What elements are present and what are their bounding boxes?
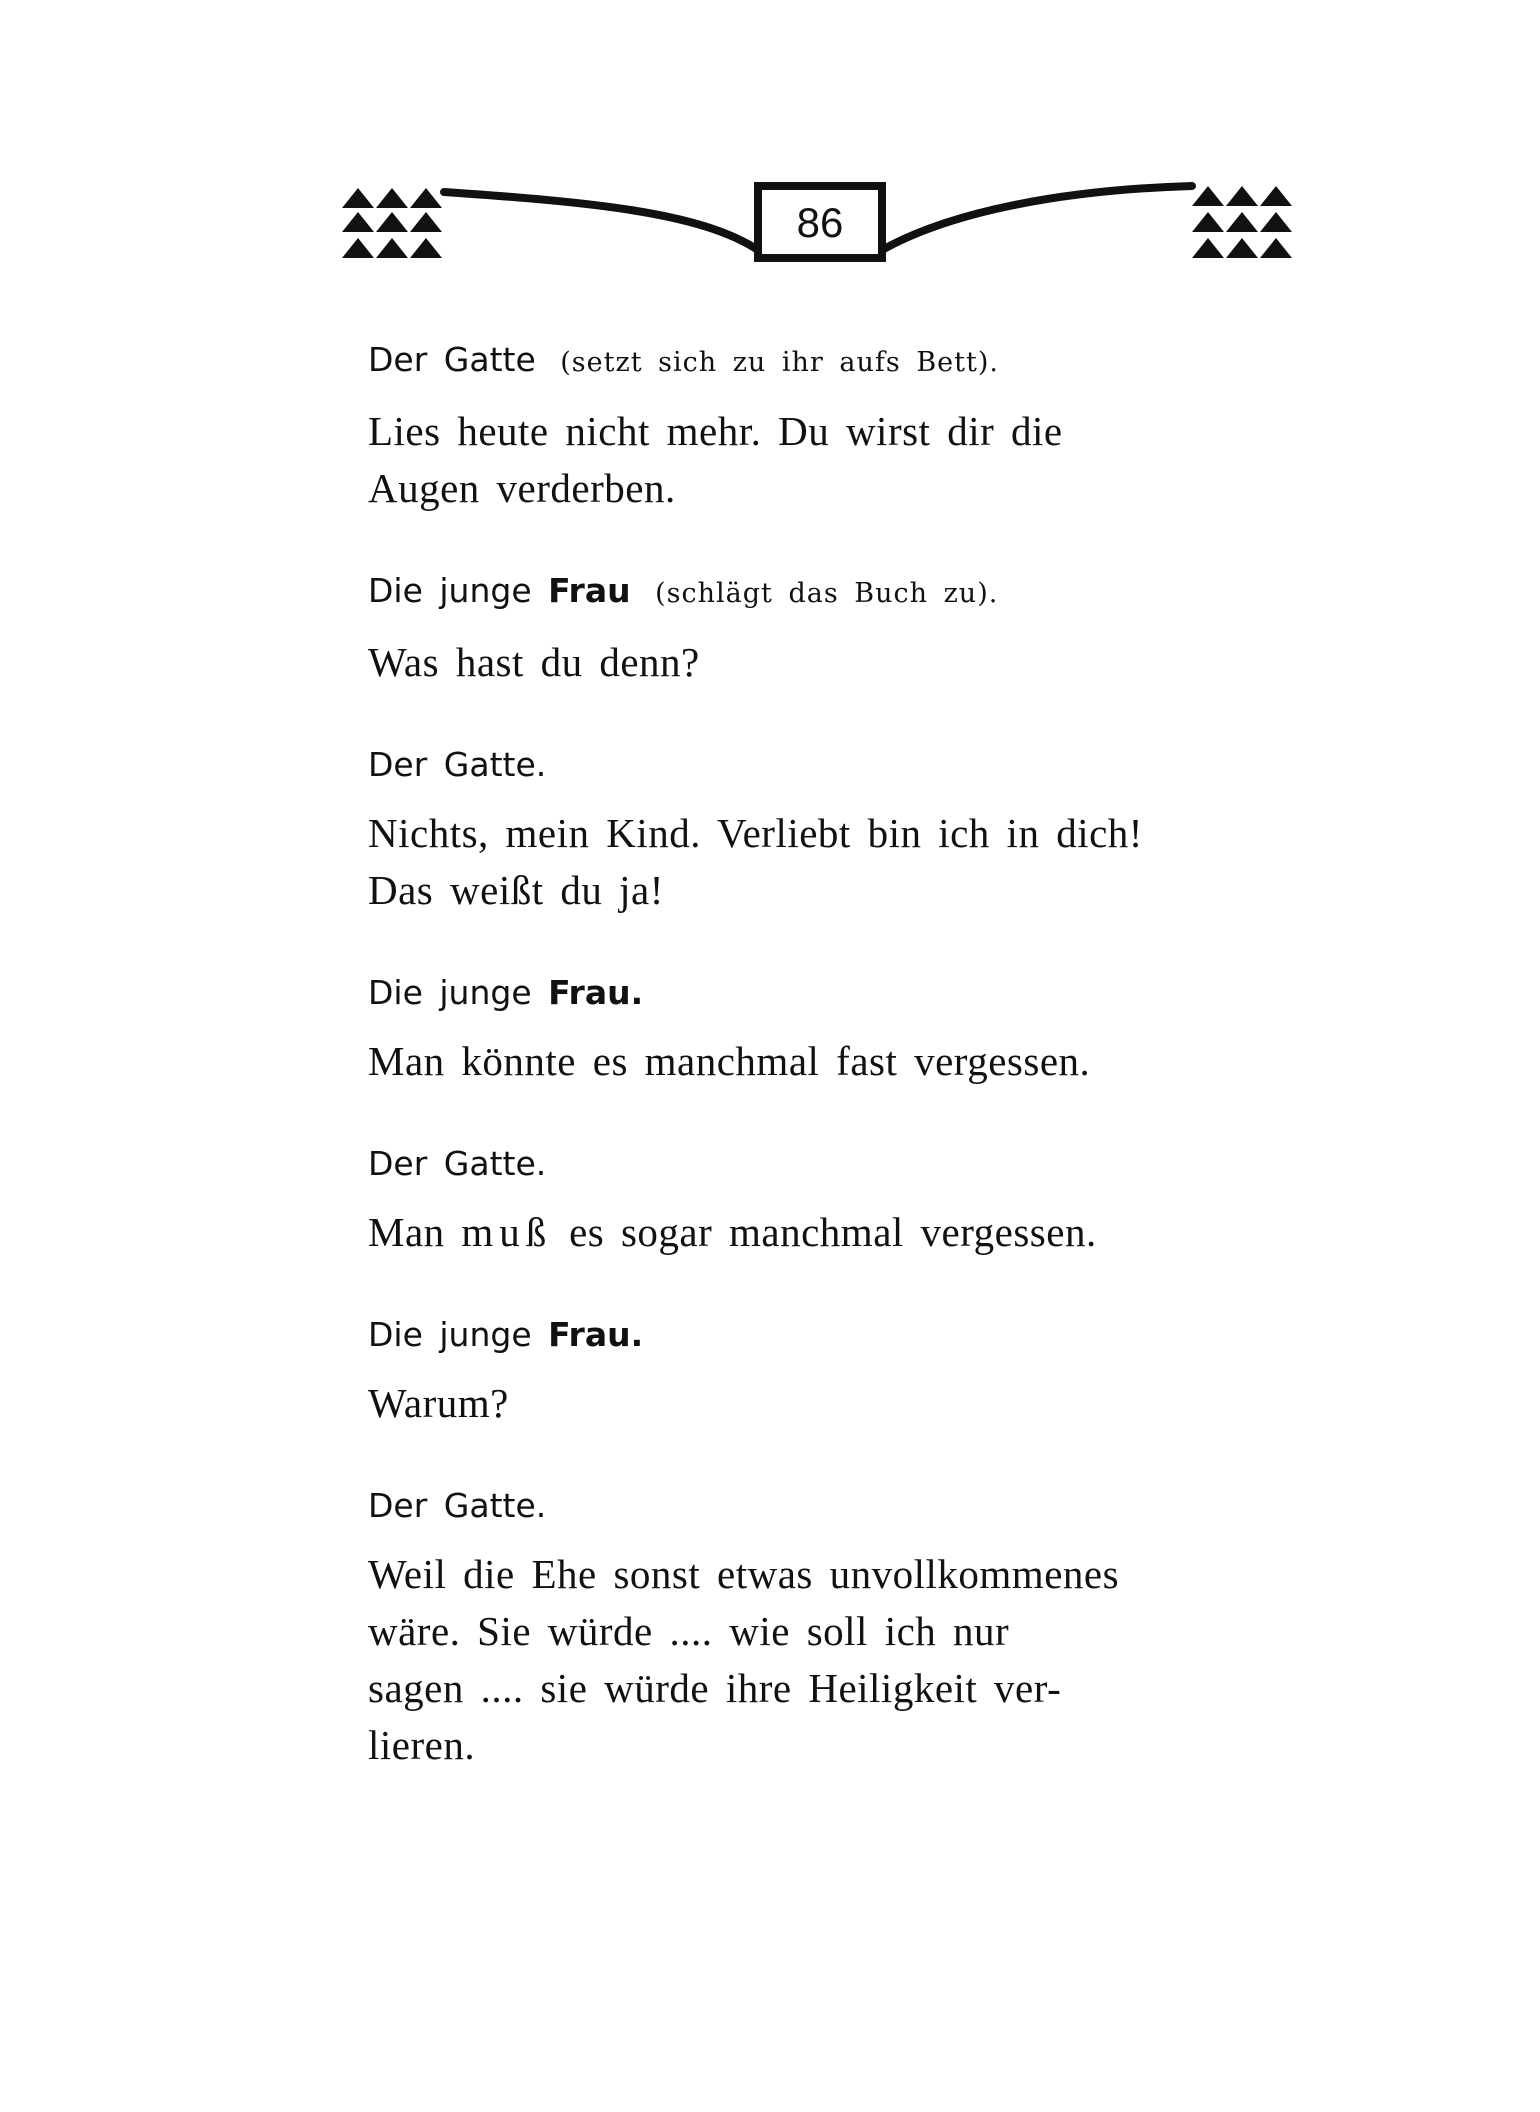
dialogue-line	[368, 1204, 1248, 1261]
left-triangle-ornament-icon	[342, 188, 442, 258]
dialogue-body	[368, 340, 1248, 1828]
dialogue-line: Man könnte es manchmal fast vergessen.	[368, 1038, 1091, 1084]
dialogue-line: Nichts, mein Kind. Verliebt bin ich in dich!	[368, 810, 1143, 856]
speaker-name-bold: Frau	[548, 571, 631, 610]
dialogue-block	[368, 745, 1248, 919]
dialogue-line: sagen .... sie würde ihre Heiligkeit ver-	[368, 1665, 1062, 1711]
speaker-line	[368, 1144, 1248, 1184]
speaker-name: Die junge	[368, 1315, 532, 1354]
speaker-line	[368, 340, 1248, 383]
speaker-name: Der Gatte.	[368, 745, 547, 784]
dialogue-line: Warum?	[368, 1380, 509, 1426]
dialogue-line: lieren.	[368, 1722, 476, 1768]
dialogue-block	[368, 340, 1248, 517]
right-triangle-ornament-icon	[1192, 186, 1292, 258]
speaker-name: Die junge	[368, 973, 532, 1012]
left-swoop-line	[444, 192, 758, 250]
dialogue-line: Augen verderben.	[368, 465, 676, 511]
dialogue-line: Weil die Ehe sonst etwas unvollkommenes	[368, 1551, 1120, 1597]
speaker-name: Der Gatte.	[368, 1144, 547, 1183]
dialogue-line: Lies heute nicht mehr. Du wirst dir die	[368, 408, 1063, 454]
dialogue-block	[368, 571, 1248, 691]
line-part: Man	[368, 1209, 445, 1255]
stage-direction: (schlägt das Buch zu).	[655, 578, 999, 609]
speaker-line	[368, 571, 1248, 614]
line-part: es sogar manchmal vergessen.	[569, 1209, 1097, 1255]
speaker-name: Die junge	[368, 571, 532, 610]
speaker-name-bold: Frau.	[548, 1315, 644, 1354]
speaker-name: Der Gatte.	[368, 1486, 547, 1525]
emphasized-word: muß	[461, 1209, 553, 1255]
stage-direction: (setzt sich zu ihr aufs Bett).	[560, 347, 999, 378]
right-swoop-line	[882, 186, 1192, 250]
speaker-line	[368, 745, 1248, 785]
speaker-line	[368, 1486, 1248, 1526]
dialogue-line: Was hast du denn?	[368, 639, 700, 685]
page-number: 86	[796, 199, 844, 246]
speaker-name: Der Gatte	[368, 340, 536, 379]
speaker-name-bold: Frau.	[548, 973, 644, 1012]
dialogue-block	[368, 1315, 1248, 1432]
page-header	[340, 172, 1300, 282]
speaker-line	[368, 973, 1248, 1013]
dialogue-line: wäre. Sie würde .... wie soll ich nur	[368, 1608, 1010, 1654]
dialogue-block	[368, 973, 1248, 1090]
dialogue-block	[368, 1144, 1248, 1261]
dialogue-block	[368, 1486, 1248, 1774]
speaker-line	[368, 1315, 1248, 1355]
dialogue-line: Das weißt du ja!	[368, 867, 664, 913]
